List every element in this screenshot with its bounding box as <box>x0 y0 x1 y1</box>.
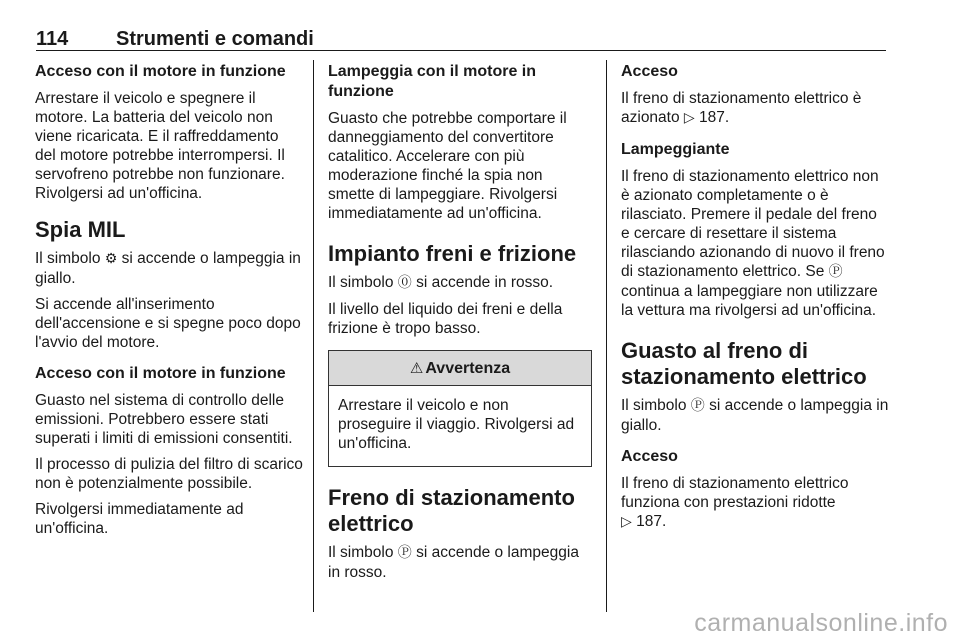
paragraph: Il simbolo ⚙ si accende o lampeggia in giallo. <box>35 250 301 287</box>
section-heading: Lampeggia con il motore in funzione <box>328 63 537 100</box>
engine-check-icon: ⚙ <box>104 251 118 267</box>
parking-brake-icon: Ⓟ <box>828 264 843 280</box>
section-heading: Acceso <box>621 448 678 465</box>
paragraph: Si accende all'inserimento dell'accensione e si spegne poco dopo l'avvio del motore. <box>35 296 301 351</box>
section-heading: Acceso con il motore in funzione <box>35 365 286 382</box>
header-divider <box>36 50 886 51</box>
paragraph: Arrestare il veicolo e spegnere il motore. La batteria del veicolo non viene ricaricata. E il raffreddamento del motore potrebbe interrompersi. Il servofreno potrebbe non funzionare. Rivolgersi ad un'officina. <box>35 90 285 202</box>
paragraph: Il freno di stazionamento elettrico funziona con prestazioni ridotte ▷ 187. <box>621 475 849 530</box>
column-divider-2 <box>606 60 607 612</box>
page-number: 114 <box>36 28 69 50</box>
paragraph: Il livello del liquido dei freni e della frizione è tropo basso. <box>328 301 563 337</box>
warning-header: ⚠ Avvertenza <box>329 351 591 386</box>
page-reference[interactable]: 187. <box>636 513 667 530</box>
paragraph: Il freno di stazionamento elettrico è azionato ▷ 187. <box>621 90 862 126</box>
paragraph: Il simbolo Ⓟ si accende o lampeggia in rosso. <box>328 544 579 581</box>
watermark: carmanualsonline.info <box>694 609 948 637</box>
page-reference-arrow-icon[interactable]: ▷ <box>683 110 695 126</box>
section-title-parking-brake: Freno di stazionamento elettrico <box>328 485 575 536</box>
section-heading: Acceso con il motore in funzione <box>35 63 286 80</box>
column-divider-1 <box>313 60 314 612</box>
page-reference[interactable]: 187. <box>699 109 730 126</box>
warning-text: Arrestare il veicolo e non proseguire il viaggio. Rivolgersi ad un'officina. <box>338 397 575 452</box>
paragraph: Guasto nel sistema di controllo delle emissioni. Potrebbero essere stati superati i limiti di emissioni consentiti. <box>35 392 293 447</box>
paragraph: Il simbolo Ⓟ si accende o lampeggia in giallo. <box>621 397 889 434</box>
section-title-epb-fault: Guasto al freno di stazionamento elettrico <box>621 338 867 389</box>
section-heading: Acceso <box>621 63 678 80</box>
section-heading: Lampeggiante <box>621 141 730 158</box>
epb-fault-icon: Ⓟ <box>690 398 705 414</box>
paragraph: Rivolgersi immediatamente ad un'officina. <box>35 501 244 537</box>
parking-brake-icon: Ⓟ <box>397 545 412 561</box>
paragraph: Il freno di stazionamento elettrico non è azionato completamente o è rilasciato. Premere il pedale del freno e cercare di resettare il sistema rilasciando azionando di nuovo il freno di stazionamento elettrico. Se Ⓟ continua a lampeggiare non utilizzare la vettura ma rivolgersi ad un'officina. <box>621 168 885 319</box>
warning-triangle-icon: ⚠ <box>409 359 424 377</box>
warning-box <box>328 350 592 467</box>
page-reference-arrow-icon[interactable]: ▷ <box>621 514 632 530</box>
column-3 <box>621 62 889 539</box>
paragraph: Guasto che potrebbe comportare il danneggiamento del convertitore catalitico. Accelerare con più moderazione finché la spia non smette di lampeggiare. Rivolgersi immediatamente ad un'officina. <box>328 110 567 222</box>
section-title-brakes: Impianto freni e frizione <box>328 241 577 266</box>
page-header <box>36 28 886 52</box>
section-title-mil: Spia MIL <box>35 217 126 242</box>
chapter-title: Strumenti e comandi <box>116 28 314 50</box>
brake-warning-icon: ⓪ <box>397 275 412 291</box>
column-2 <box>328 62 592 589</box>
column-1 <box>35 62 303 545</box>
paragraph: Il simbolo ⓪ si accende in rosso. <box>328 274 554 291</box>
paragraph: Il processo di pulizia del filtro di scarico non è potenzialmente possibile. <box>35 456 303 492</box>
